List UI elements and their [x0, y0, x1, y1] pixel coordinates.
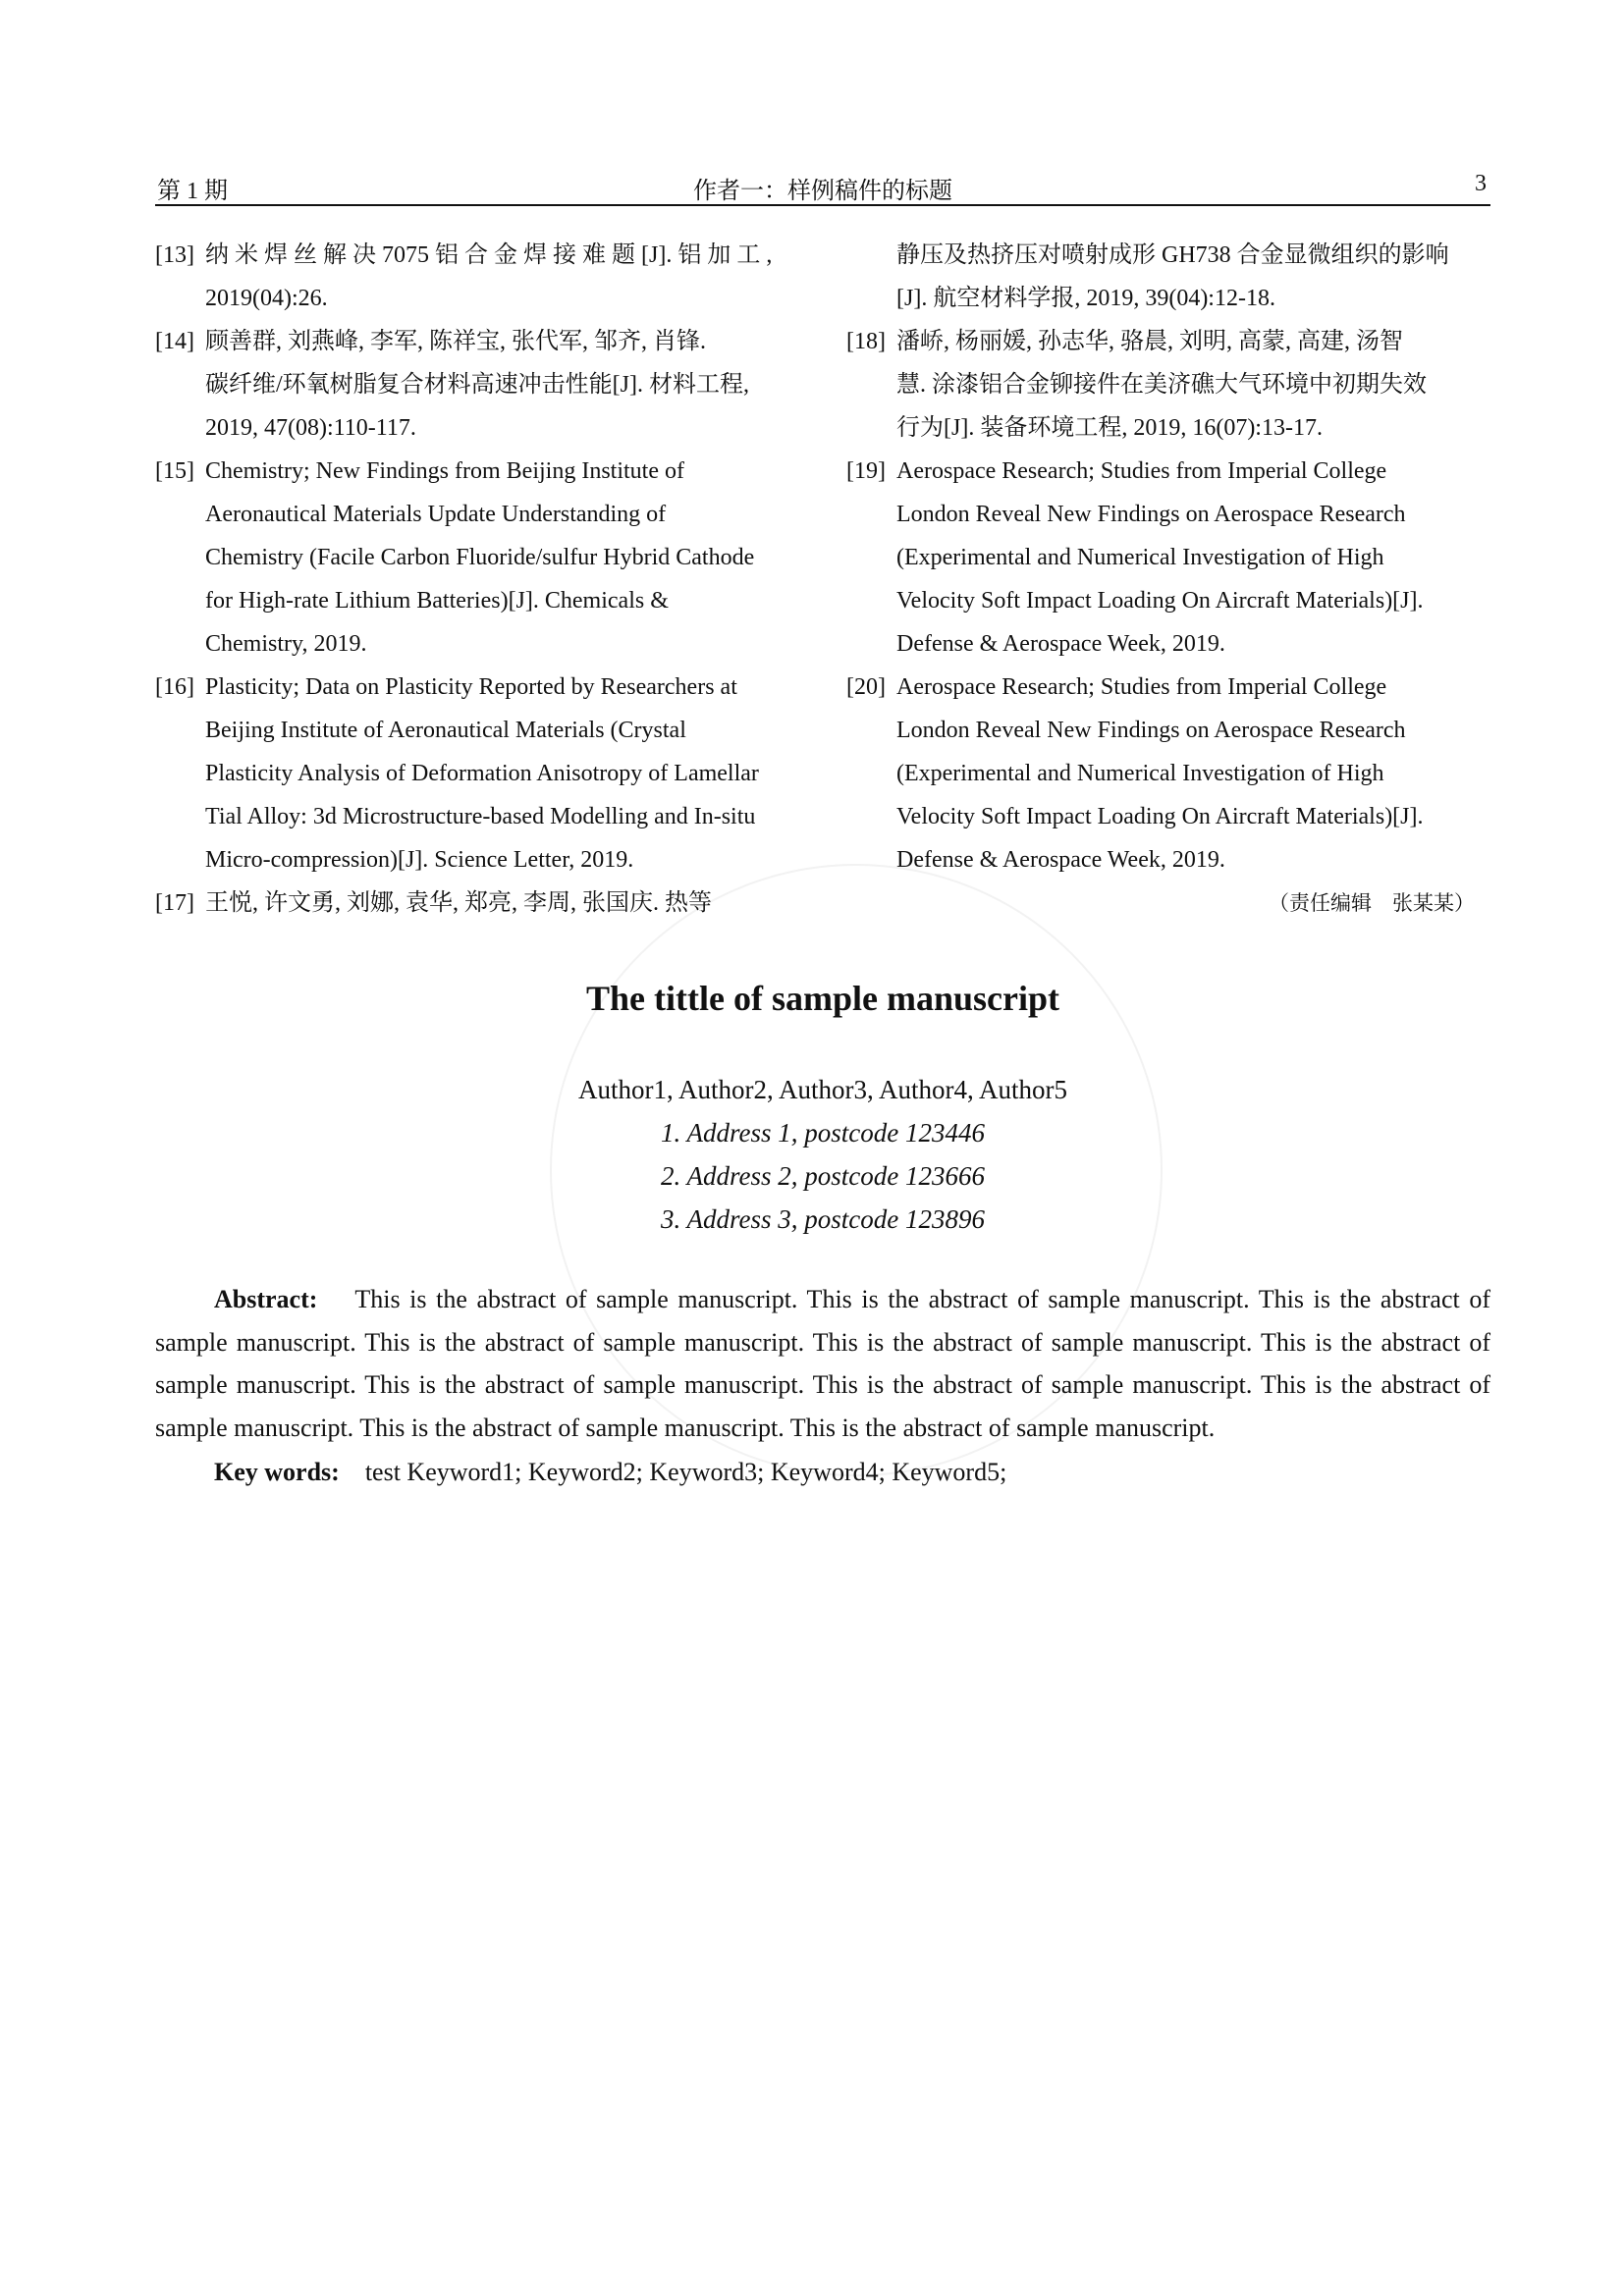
reference-number: [15] [155, 458, 194, 484]
author-affiliations [155, 1068, 1490, 1241]
reference-line: 行为[J]. 装备环境工程, 2019, 16(07):13-17. [896, 415, 1323, 441]
running-title: 作者一：样例稿件的标题 [693, 179, 952, 204]
reference-number: [13] [155, 242, 194, 268]
reference-entry [846, 666, 1483, 881]
reference-line: Plasticity; Data on Plasticity Reported by Researchers at [205, 674, 737, 700]
reference-text [896, 450, 1483, 666]
reference-number: [14] [155, 329, 194, 354]
reference-text [896, 666, 1483, 881]
reference-entry [155, 881, 791, 925]
reference-line: Chemistry, 2019. [205, 631, 367, 657]
references-left-column [155, 234, 791, 925]
reference-line: Tial Alloy: 3d Microstructure-based Modelling and In-situ [205, 804, 756, 829]
reference-line: Aerospace Research; Studies from Imperial College [896, 674, 1387, 700]
reference-number: [19] [846, 458, 886, 484]
page-header [155, 171, 1490, 206]
abstract-label: Abstract: [214, 1285, 318, 1313]
reference-text [205, 666, 791, 881]
reference-number: [17] [155, 890, 194, 916]
reference-number: [18] [846, 329, 886, 354]
reference-line: 2019, 47(08):110-117. [205, 415, 416, 441]
authors: Author1, Author2, Author3, Author4, Author5 [578, 1075, 1067, 1104]
reference-line: Plasticity Analysis of Deformation Anisotropy of Lamellar [205, 761, 759, 786]
keywords-text: test Keyword1; Keyword2; Keyword3; Keyword4; Keyword5; [364, 1458, 1007, 1486]
reference-text [896, 320, 1483, 450]
abstract-text: This is the abstract of sample manuscript. This is the abstract of sample manuscript. This is the abstract of sample manuscript. This is the abstract of sample manuscript. This is the abstract of sample manuscript. This is the abstract of sample manuscript. This is the abstract of sample manuscript. This is the abstract of sample manuscript. This is the abstract of sample manuscript. This is the abstract of sample manuscript. This is the abstract of sample manuscript. [155, 1285, 1490, 1442]
reference-line: (Experimental and Numerical Investigation of High [896, 761, 1384, 786]
reference-line: 2019(04):26. [205, 286, 328, 311]
reference-line: London Reveal New Findings on Aerospace Research [896, 718, 1406, 743]
reference-line: London Reveal New Findings on Aerospace Research [896, 502, 1406, 527]
reference-entry [846, 450, 1483, 666]
reference-line: Defense & Aerospace Week, 2019. [896, 847, 1225, 873]
reference-line: Velocity Soft Impact Loading On Aircraft Materials)[J]. [896, 804, 1424, 829]
reference-line: Defense & Aerospace Week, 2019. [896, 631, 1225, 657]
address-3: 3. Address 3, postcode 123896 [661, 1204, 985, 1234]
reference-line: Chemistry; New Findings from Beijing Institute of [205, 458, 684, 484]
reference-entry [155, 666, 791, 881]
issue-label: 第 1 期 [157, 179, 228, 204]
reference-line: Velocity Soft Impact Loading On Aircraft Materials)[J]. [896, 588, 1424, 614]
reference-entry [155, 234, 791, 320]
reference-line: 慧. 涂漆铝合金铆接件在美济礁大气环境中初期失效 [896, 372, 1427, 398]
address-1: 1. Address 1, postcode 123446 [661, 1118, 985, 1148]
reference-line: 碳纤维/环氧树脂复合材料高速冲击性能[J]. 材料工程, [205, 372, 749, 398]
page-number: 3 [1475, 171, 1487, 196]
reference-line: 纳 米 焊 丝 解 决 7075 铝 合 金 焊 接 难 题 [J]. 铝 加 工 , [205, 242, 773, 268]
keywords-label: Key words: [214, 1458, 340, 1486]
reference-line: 王悦, 许文勇, 刘娜, 袁华, 郑亮, 李周, 张国庆. 热等 [205, 890, 712, 916]
reference-line: Aeronautical Materials Update Understanding of [205, 502, 667, 527]
reference-continuation [846, 234, 1483, 320]
reference-text [205, 450, 791, 666]
reference-line: [J]. 航空材料学报, 2019, 39(04):12-18. [896, 286, 1275, 311]
address-2: 2. Address 2, postcode 123666 [661, 1161, 985, 1191]
reference-text [205, 234, 791, 320]
reference-line: for High-rate Lithium Batteries)[J]. Chemicals & [205, 588, 669, 614]
reference-line: (Experimental and Numerical Investigation of High [896, 545, 1384, 570]
reference-line: 静压及热挤压对喷射成形 GH738 合金显微组织的影响 [896, 242, 1449, 268]
keywords [214, 1451, 1006, 1494]
reference-line: Aerospace Research; Studies from Imperial College [896, 458, 1387, 484]
reference-entry [155, 450, 791, 666]
reference-number: [16] [155, 674, 194, 700]
references-right-column [846, 234, 1483, 925]
reference-text [205, 881, 791, 925]
reference-line: Chemistry (Facile Carbon Fluoride/sulfur Hybrid Cathode [205, 545, 755, 570]
editor-note: （责任编辑 张某某） [1269, 891, 1475, 915]
reference-text [205, 320, 791, 450]
reference-line: 潘峤, 杨丽媛, 孙志华, 骆晨, 刘明, 高蒙, 高建, 汤智 [896, 329, 1403, 354]
reference-entry [155, 320, 791, 450]
abstract [155, 1278, 1490, 1449]
reference-entry [846, 320, 1483, 450]
reference-line: Beijing Institute of Aeronautical Materials (Crystal [205, 718, 686, 743]
english-title: The tittle of sample manuscript [586, 979, 1059, 1018]
reference-number: [20] [846, 674, 886, 700]
reference-line: Micro-compression)[J]. Science Letter, 2019. [205, 847, 634, 873]
reference-line: 顾善群, 刘燕峰, 李军, 陈祥宝, 张代军, 邹齐, 肖锋. [205, 329, 706, 354]
